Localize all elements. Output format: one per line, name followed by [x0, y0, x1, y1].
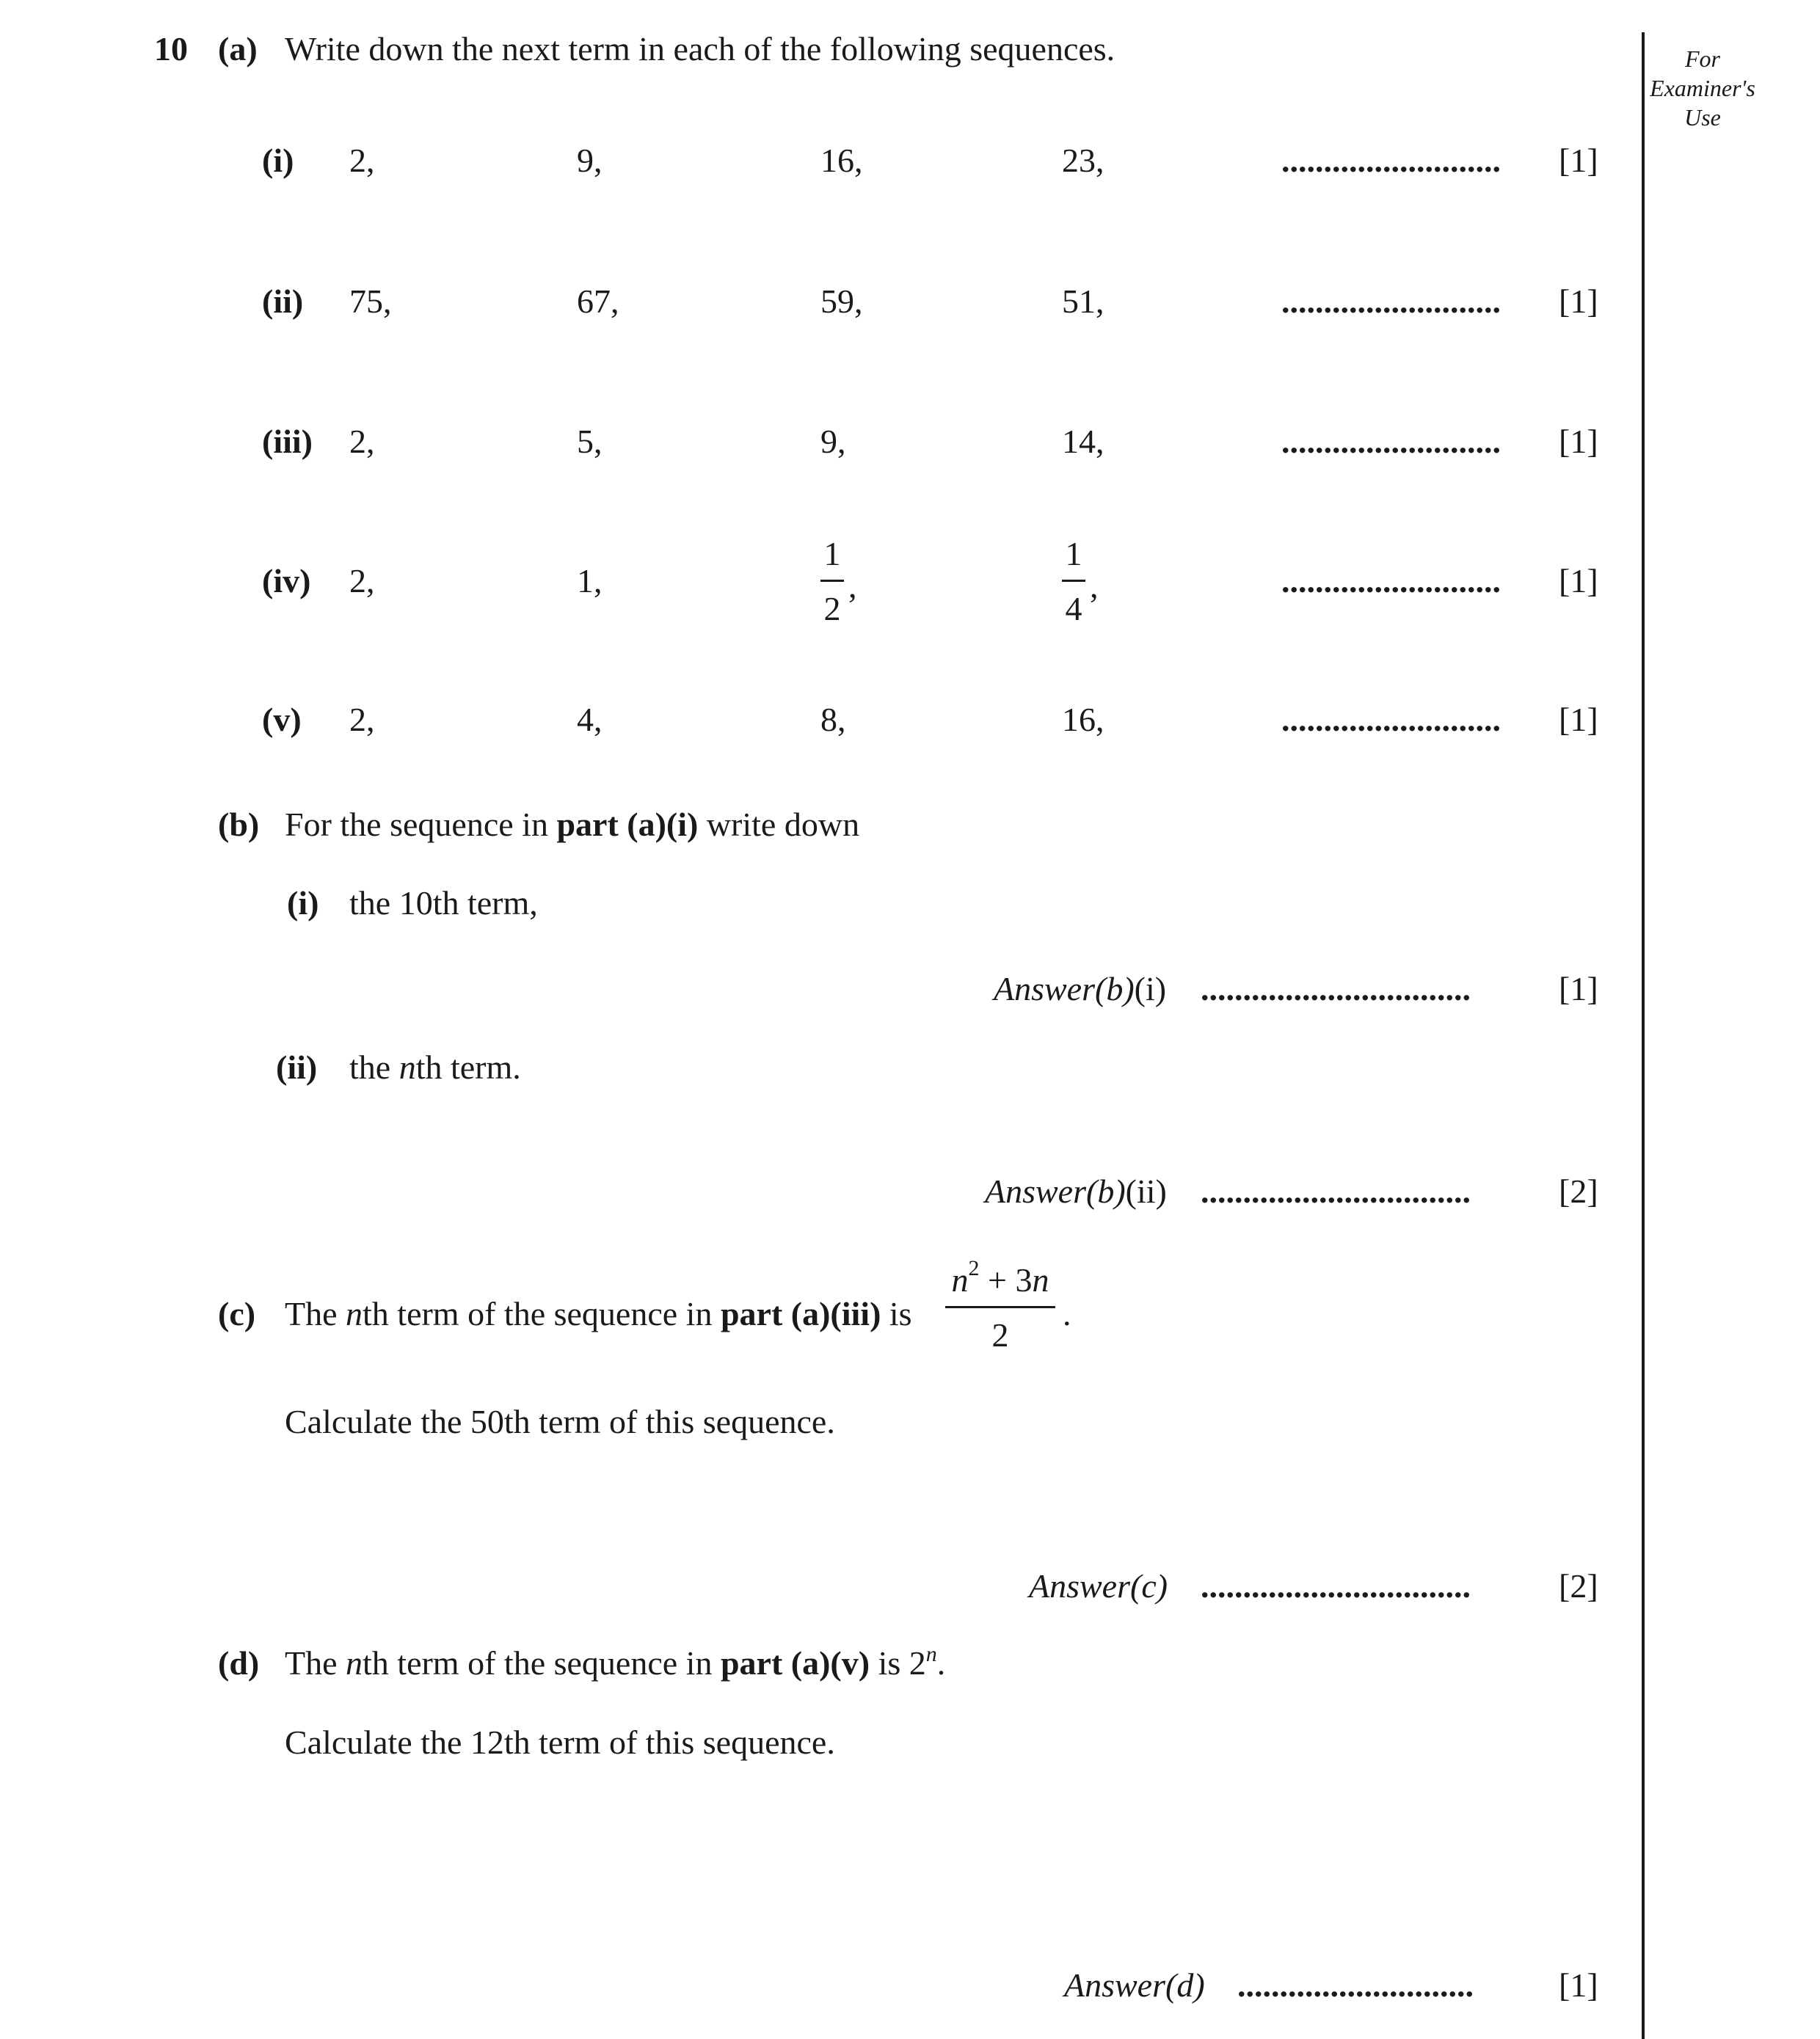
part-b-label: (b) — [218, 806, 260, 843]
part-c-instruction: Calculate the 50th term of this sequence. — [285, 1403, 835, 1440]
marks-c: [2] — [1559, 1567, 1598, 1605]
answer-d-line[interactable]: ............................ — [1237, 1966, 1474, 2004]
marks: [1] — [1559, 282, 1598, 320]
text: th term of the sequence in — [363, 1644, 713, 1682]
part-c-statement — [285, 1297, 912, 1331]
examiner-margin-rule — [1642, 32, 1645, 2039]
comma: , — [848, 567, 857, 605]
bold-reference: part (a)(iii) — [720, 1295, 881, 1332]
examiner-line-3: Use — [1684, 104, 1721, 131]
fraction-bar — [945, 1306, 1055, 1308]
bold-reference: part (a)(i) — [556, 806, 699, 843]
fraction-term-3 — [820, 537, 844, 626]
row-label: (iii) — [262, 423, 313, 460]
part-b-ii-text — [349, 1048, 521, 1086]
term-3: 59, — [820, 282, 863, 320]
italic-n: n — [346, 1644, 363, 1682]
text: is — [889, 1295, 912, 1332]
part-a-instruction: Write down the next term in each of the following sequences. — [285, 30, 1115, 68]
marks: [1] — [1559, 142, 1598, 179]
fraction-bar — [1062, 580, 1085, 582]
formula-denominator: 2 — [991, 1316, 1009, 1354]
answer-line[interactable]: .......................... — [1281, 562, 1501, 599]
examiner-line-1: For — [1685, 45, 1720, 72]
term-3: 9, — [820, 423, 846, 460]
formula-numerator — [951, 1256, 1049, 1299]
part-c-label: (c) — [218, 1295, 256, 1332]
marks: [1] — [1559, 423, 1598, 460]
answer-roman: (ii) — [1125, 1172, 1167, 1210]
answer-line[interactable]: .......................... — [1281, 282, 1501, 320]
term-1: 75, — [349, 282, 392, 320]
term-2: 67, — [577, 282, 619, 320]
marks-b-ii: [2] — [1559, 1172, 1598, 1210]
text: th term. — [415, 1048, 521, 1086]
exponent: 2 — [968, 1256, 980, 1280]
question-number: 10 — [154, 30, 188, 68]
part-d-instruction: Calculate the 12th term of this sequence. — [285, 1724, 835, 1761]
text: write down — [706, 806, 860, 843]
italic-n: n — [398, 1048, 416, 1086]
answer-b-ii-line[interactable]: ................................ — [1201, 1172, 1471, 1210]
answer-italic: Answer(b) — [985, 1172, 1126, 1210]
var-n: n — [951, 1261, 969, 1299]
answer-d-label: Answer(d) — [1064, 1966, 1205, 2004]
exponent-n: n — [925, 1642, 937, 1666]
examiner-use-label — [1644, 44, 1761, 132]
answer-b-ii-label — [985, 1172, 1167, 1210]
term-2: 4, — [577, 701, 603, 738]
part-a-label: (a) — [218, 30, 258, 68]
term-1: 2, — [349, 562, 375, 599]
term-2: 1, — [577, 562, 603, 599]
bold-reference: part (a)(v) — [720, 1644, 870, 1682]
row-label: (ii) — [262, 282, 304, 320]
comma: , — [1090, 567, 1099, 605]
full-stop: . — [936, 1644, 946, 1682]
marks: [1] — [1559, 562, 1598, 599]
text: For the sequence in — [285, 806, 548, 843]
fraction-denominator: 4 — [1065, 590, 1082, 627]
term-4: 16, — [1062, 701, 1104, 738]
term-4: 51, — [1062, 282, 1104, 320]
nth-term-formula — [945, 1256, 1055, 1354]
plus-three: + 3 — [988, 1261, 1033, 1299]
term-3: 8, — [820, 701, 846, 738]
part-b-i-label: (i) — [287, 884, 319, 922]
text: th term of the sequence in — [363, 1295, 713, 1332]
var-n: n — [1032, 1261, 1049, 1299]
answer-italic: Answer(b) — [994, 970, 1135, 1007]
answer-line[interactable]: .......................... — [1281, 423, 1501, 460]
italic-n: n — [346, 1295, 363, 1332]
marks: [1] — [1559, 701, 1598, 738]
term-1: 2, — [349, 142, 375, 179]
fraction-numerator: 1 — [823, 535, 841, 572]
marks-b-i: [1] — [1559, 970, 1598, 1007]
answer-roman: (i) — [1134, 970, 1167, 1007]
term-3: 16, — [820, 142, 863, 179]
text: the — [349, 1048, 391, 1086]
text: is 2 — [878, 1644, 926, 1682]
answer-line[interactable]: .......................... — [1281, 142, 1501, 179]
text: The — [285, 1644, 338, 1682]
answer-c-label: Answer(c) — [1029, 1567, 1168, 1605]
part-d-statement — [285, 1642, 946, 1682]
fraction-term-4 — [1062, 537, 1085, 626]
part-b-ii-label: (ii) — [276, 1048, 318, 1086]
part-b-i-text: the 10th term, — [349, 884, 538, 922]
answer-b-i-label — [994, 972, 1166, 1006]
term-2: 5, — [577, 423, 603, 460]
answer-line[interactable]: .......................... — [1281, 701, 1501, 738]
answer-c-line[interactable]: ................................ — [1201, 1567, 1471, 1605]
examiner-line-2: Examiner's — [1650, 75, 1755, 101]
part-b-instruction — [285, 808, 859, 842]
term-4: 23, — [1062, 142, 1104, 179]
answer-b-i-line[interactable]: ................................ — [1201, 970, 1471, 1007]
term-4: 14, — [1062, 423, 1104, 460]
row-label: (v) — [262, 701, 302, 738]
fraction-bar — [820, 580, 844, 582]
text: The — [285, 1295, 338, 1332]
part-d-label: (d) — [218, 1644, 260, 1682]
term-1: 2, — [349, 423, 375, 460]
formula-full-stop: . — [1063, 1295, 1071, 1332]
fraction-numerator: 1 — [1065, 535, 1082, 572]
row-label: (iv) — [262, 562, 311, 599]
term-2: 9, — [577, 142, 603, 179]
row-label: (i) — [262, 142, 294, 179]
marks-d: [1] — [1559, 1966, 1598, 2004]
fraction-denominator: 2 — [823, 590, 841, 627]
term-1: 2, — [349, 701, 375, 738]
